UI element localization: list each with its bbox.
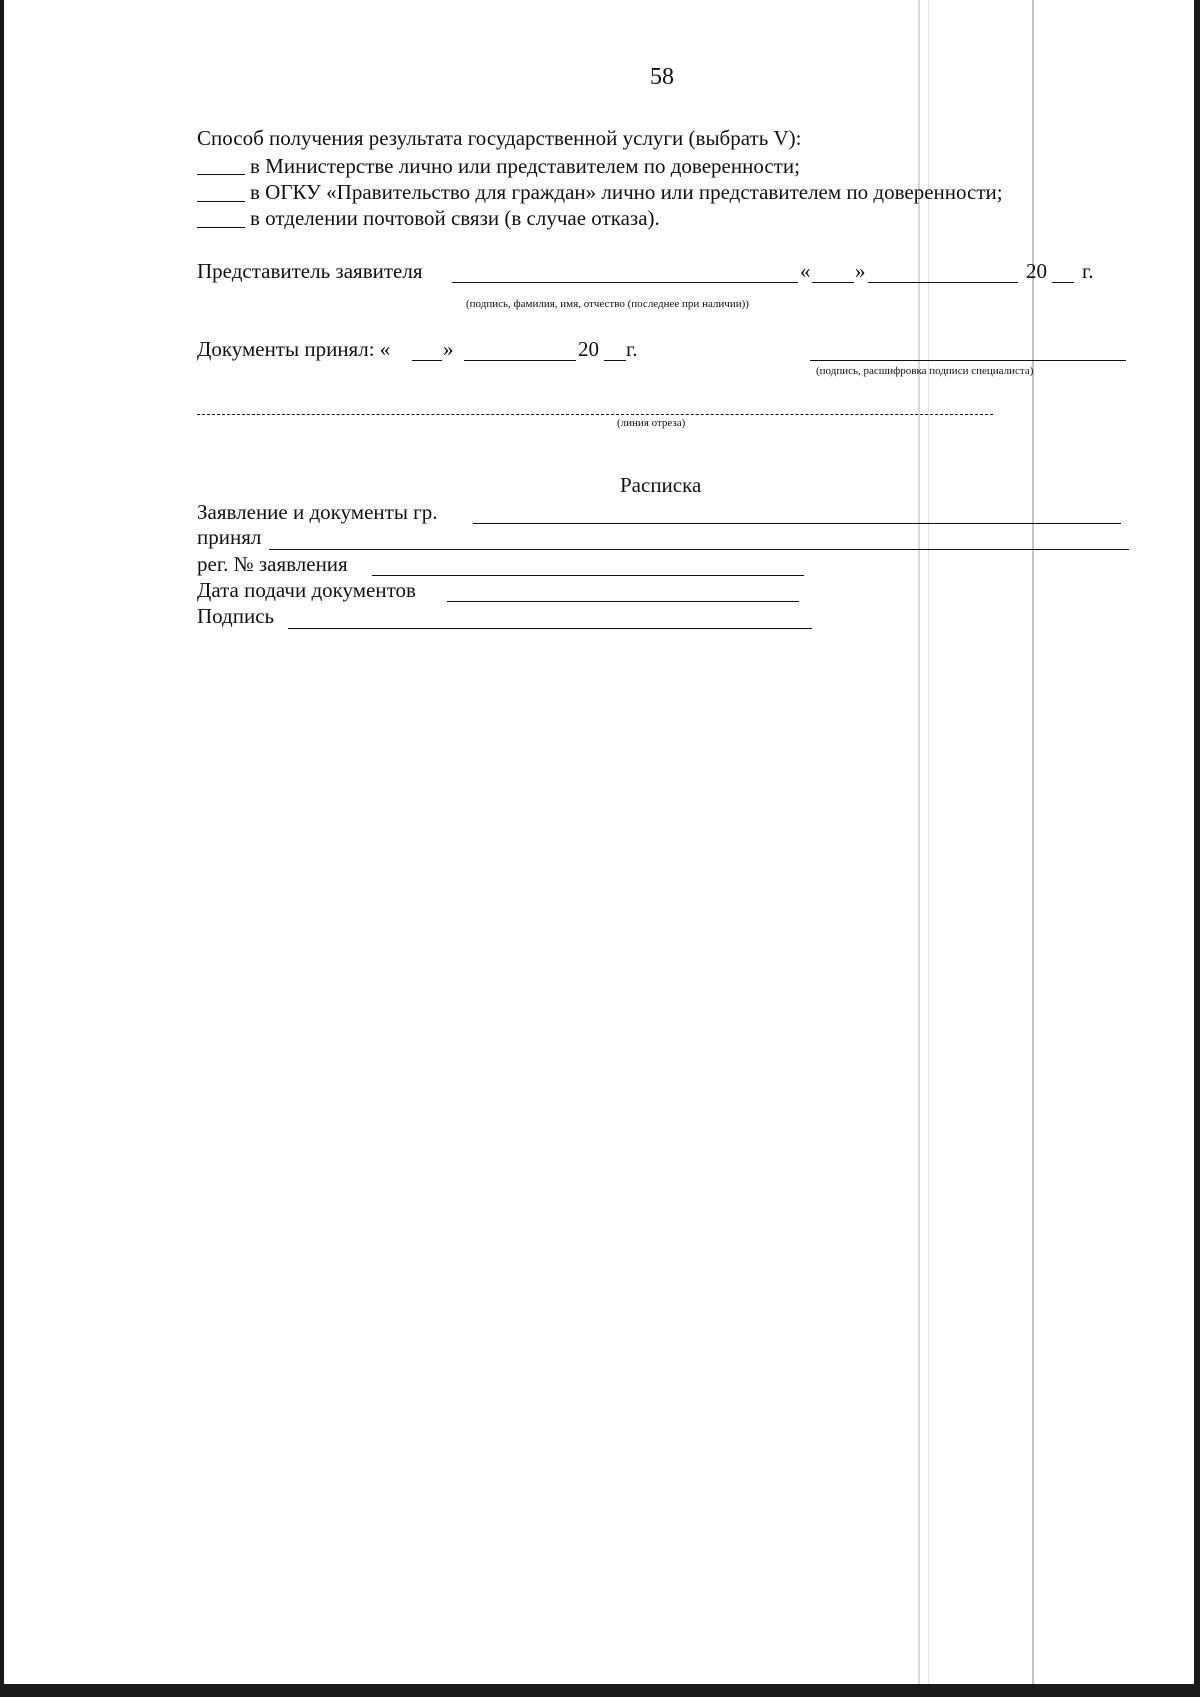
receipt-signature-field[interactable] (288, 628, 812, 629)
receipt-reg-number-field[interactable] (372, 575, 804, 576)
representative-year-field[interactable] (1052, 282, 1074, 283)
receipt-accepted-label: принял (197, 525, 262, 549)
receipt-signature-label: Подпись (197, 604, 275, 628)
scan-edge-bottom (0, 1684, 1200, 1697)
representative-year-suffix: г. (1082, 259, 1094, 283)
delivery-option-ogku: в ОГКУ «Правительство для граждан» лично или представителем по доверенности; (250, 180, 1003, 204)
representative-day-field[interactable] (812, 282, 854, 283)
delivery-heading: Способ получения результата государственной услуги (выбрать V): (197, 126, 802, 150)
representative-signature-field[interactable] (452, 282, 798, 283)
delivery-option-checkbox-blank[interactable] (197, 227, 245, 228)
documents-accepted-year-field[interactable] (604, 360, 626, 361)
documents-accepted-quote-close: » (443, 337, 454, 361)
receipt-docs-label: Заявление и документы гр. (197, 500, 438, 524)
representative-hint: (подпись, фамилия, имя, отчество (последнее при наличии)) (466, 298, 749, 310)
delivery-option-ministry: в Министерстве лично или представителем по доверенности; (250, 154, 800, 178)
scan-fold-line (928, 0, 929, 1684)
cut-line-hint: (линия отреза) (617, 417, 686, 429)
scan-edge-right (1194, 0, 1200, 1697)
representative-label: Представитель заявителя (197, 259, 423, 283)
representative-year-prefix: 20 (1026, 259, 1047, 283)
specialist-signature-hint: (подпись, расшифровка подписи специалиста) (816, 365, 1034, 377)
specialist-signature-field[interactable] (810, 360, 1126, 361)
receipt-reg-number-label: рег. № заявления (197, 552, 348, 576)
receipt-date-label: Дата подачи документов (197, 578, 416, 602)
scan-edge-left (0, 0, 4, 1685)
representative-quote-open: « (800, 259, 811, 283)
scan-fold-line (918, 0, 920, 1684)
delivery-option-checkbox-blank[interactable] (197, 174, 245, 175)
receipt-title: Расписка (620, 473, 702, 497)
scan-fold-line (1032, 0, 1034, 1684)
representative-quote-close: » (855, 259, 866, 283)
documents-accepted-year-prefix: 20 (578, 337, 599, 361)
documents-accepted-day-field[interactable] (412, 360, 442, 361)
cut-line (197, 414, 993, 415)
delivery-option-checkbox-blank[interactable] (197, 201, 245, 202)
representative-month-field[interactable] (868, 282, 1018, 283)
receipt-date-field[interactable] (447, 601, 799, 602)
receipt-accepted-by-field[interactable] (269, 549, 1129, 550)
page-number: 58 (650, 64, 674, 90)
documents-accepted-year-suffix: г. (626, 337, 638, 361)
documents-accepted-label: Документы принял: « (197, 337, 391, 361)
receipt-citizen-name-field[interactable] (473, 523, 1121, 524)
documents-accepted-month-field[interactable] (464, 360, 576, 361)
delivery-option-post: в отделении почтовой связи (в случае отказа). (250, 206, 660, 230)
